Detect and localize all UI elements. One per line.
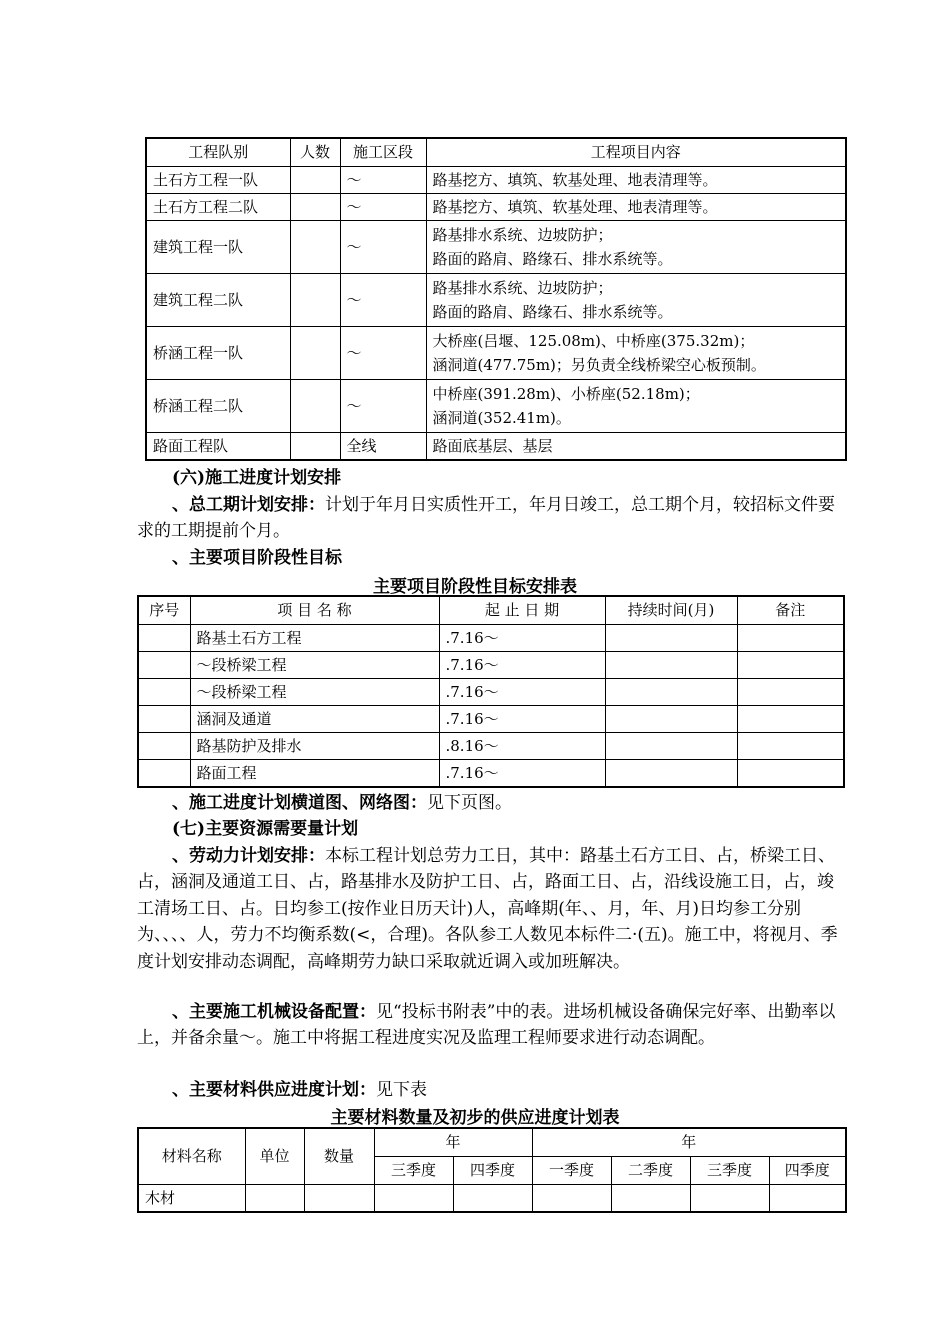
team-table bbox=[145, 137, 847, 461]
milestone-duration bbox=[605, 759, 737, 787]
table-row bbox=[146, 220, 846, 273]
milestone-name: ～段桥梁工程 bbox=[190, 678, 439, 705]
material-cell bbox=[769, 1184, 846, 1212]
material-table bbox=[137, 1127, 847, 1213]
team-section: ～ bbox=[340, 326, 426, 379]
machinery-text: 见“投标书附表”中的表。进场机械设备确保完好率、出勤率以上，并备余量～。施工中将据工程进度实况及监理工程师要求进行动态调配。 bbox=[137, 1002, 836, 1049]
machinery-paragraph bbox=[137, 999, 839, 1052]
milestone-duration bbox=[605, 705, 737, 732]
col-date: 起 止 日 期 bbox=[439, 596, 605, 624]
team-table-header bbox=[146, 138, 846, 166]
team-content: 路基挖方、填筑、软基处理、地表清理等。 bbox=[426, 193, 846, 220]
material-text: 见下表 bbox=[376, 1080, 427, 1100]
total-schedule-paragraph bbox=[137, 492, 839, 545]
content-line: 路基排水系统、边坡防护； bbox=[432, 278, 613, 297]
milestone-no bbox=[138, 759, 190, 787]
labor-label: 、劳动力计划安排： bbox=[172, 846, 325, 866]
milestone-date: .8.16～ bbox=[439, 732, 605, 759]
col-quarter: 三季度 bbox=[690, 1156, 769, 1184]
milestone-name: 路基防护及排水 bbox=[190, 732, 439, 759]
table-row bbox=[138, 732, 844, 759]
milestone-name: ～段桥梁工程 bbox=[190, 651, 439, 678]
team-section: 全线 bbox=[340, 432, 426, 460]
col-unit: 单位 bbox=[245, 1128, 304, 1184]
milestone-no bbox=[138, 705, 190, 732]
milestone-date: .7.16～ bbox=[439, 678, 605, 705]
milestone-note bbox=[737, 732, 844, 759]
total-schedule-label: 、总工期计划安排： bbox=[172, 495, 325, 515]
milestone-note bbox=[737, 705, 844, 732]
table-row bbox=[146, 273, 846, 326]
content-line: 路面的路肩、路缘石、排水系统等。 bbox=[432, 302, 673, 321]
col-quarter: 一季度 bbox=[532, 1156, 611, 1184]
team-name: 桥涵工程一队 bbox=[146, 326, 290, 379]
col-name: 项 目 名 称 bbox=[190, 596, 439, 624]
milestone-duration bbox=[605, 678, 737, 705]
col-section: 施工区段 bbox=[340, 138, 426, 166]
milestone-duration bbox=[605, 651, 737, 678]
col-duration: 持续时间(月) bbox=[605, 596, 737, 624]
milestone-note bbox=[737, 624, 844, 651]
material-cell bbox=[245, 1184, 304, 1212]
team-name: 土石方工程一队 bbox=[146, 166, 290, 193]
milestone-date: .7.16～ bbox=[439, 624, 605, 651]
milestone-duration bbox=[605, 624, 737, 651]
table-row bbox=[138, 678, 844, 705]
milestone-note bbox=[737, 759, 844, 787]
table-row bbox=[146, 326, 846, 379]
team-content: 路面底基层、基层 bbox=[426, 432, 846, 460]
col-content: 工程项目内容 bbox=[426, 138, 846, 166]
content-line: 涵洞道(477.75m)；另负责全线桥梁空心板预制。 bbox=[432, 355, 766, 374]
team-people bbox=[290, 379, 340, 432]
milestone-no bbox=[138, 678, 190, 705]
milestone-duration bbox=[605, 732, 737, 759]
team-section: ～ bbox=[340, 273, 426, 326]
table-row bbox=[146, 432, 846, 460]
milestone-name: 涵洞及通道 bbox=[190, 705, 439, 732]
milestone-table bbox=[137, 595, 845, 788]
team-people bbox=[290, 432, 340, 460]
table-row bbox=[146, 166, 846, 193]
table-row bbox=[146, 193, 846, 220]
team-content bbox=[426, 379, 846, 432]
team-people bbox=[290, 326, 340, 379]
section-6-heading: (六)施工进度计划安排 bbox=[172, 468, 342, 488]
team-content bbox=[426, 220, 846, 273]
team-name: 路面工程队 bbox=[146, 432, 290, 460]
team-section: ～ bbox=[340, 379, 426, 432]
team-name: 土石方工程二队 bbox=[146, 193, 290, 220]
table-row bbox=[138, 1184, 846, 1212]
table-row bbox=[138, 705, 844, 732]
col-quarter: 四季度 bbox=[453, 1156, 532, 1184]
milestone-note bbox=[737, 678, 844, 705]
content-line: 路基排水系统、边坡防护； bbox=[432, 225, 613, 244]
content-line: 中桥座(391.28m)、小桥座(52.18m)； bbox=[432, 384, 700, 403]
milestone-no bbox=[138, 624, 190, 651]
team-people bbox=[290, 166, 340, 193]
milestone-date: .7.16～ bbox=[439, 705, 605, 732]
col-quarter: 二季度 bbox=[611, 1156, 690, 1184]
team-name: 桥涵工程二队 bbox=[146, 379, 290, 432]
milestone-heading: 、主要项目阶段性目标 bbox=[172, 548, 342, 568]
team-section: ～ bbox=[340, 166, 426, 193]
team-people bbox=[290, 273, 340, 326]
team-content bbox=[426, 326, 846, 379]
material-cell bbox=[532, 1184, 611, 1212]
col-people: 人数 bbox=[290, 138, 340, 166]
material-label: 、主要材料供应进度计划： bbox=[172, 1080, 376, 1100]
labor-paragraph bbox=[137, 843, 839, 975]
material-table-caption: 主要材料数量及初步的供应进度计划表 bbox=[330, 1108, 620, 1128]
labor-text: 本标工程计划总劳力工日，其中：路基土石方工日、占，桥梁工日、占，涵洞及通道工日、占，路基排水及防护工日、占，路面工日、占，沿线设施工日，占，竣工清场工日、占。日均参工(按作业日历天计)人，高峰期(年、、月，年、月)日均参工分别为、、、、人，劳力不均衡系数(<，合理)。各队参工人数见本标件二·(五)。施工中，将视月、季度计划安排动态调配，高峰期劳力缺口采取就近调入或加班解决。 bbox=[137, 846, 838, 972]
team-people bbox=[290, 193, 340, 220]
milestone-name: 路面工程 bbox=[190, 759, 439, 787]
milestone-no bbox=[138, 651, 190, 678]
milestone-table-header bbox=[138, 596, 844, 624]
col-quarter: 三季度 bbox=[374, 1156, 453, 1184]
content-line: 涵洞道(352.41m)。 bbox=[432, 408, 571, 427]
material-cell bbox=[611, 1184, 690, 1212]
material-cell bbox=[374, 1184, 453, 1212]
gantt-label: 、施工进度计划横道图、网络图： bbox=[172, 793, 427, 813]
total-schedule-text: 计划于年月日实质性开工，年月日竣工，总工期个月，较招标文件要求的工期提前个月。 bbox=[137, 495, 835, 542]
col-qty: 数量 bbox=[304, 1128, 374, 1184]
milestone-date: .7.16～ bbox=[439, 759, 605, 787]
team-content: 路基挖方、填筑、软基处理、地表清理等。 bbox=[426, 166, 846, 193]
col-material-name: 材料名称 bbox=[138, 1128, 245, 1184]
gantt-text: 见下页图。 bbox=[427, 793, 512, 813]
milestone-name: 路基土石方工程 bbox=[190, 624, 439, 651]
content-line: 路面的路肩、路缘石、排水系统等。 bbox=[432, 249, 673, 268]
team-section: ～ bbox=[340, 220, 426, 273]
team-name: 建筑工程一队 bbox=[146, 220, 290, 273]
team-content bbox=[426, 273, 846, 326]
col-note: 备注 bbox=[737, 596, 844, 624]
table-row bbox=[138, 759, 844, 787]
milestone-table-caption: 主要项目阶段性目标安排表 bbox=[373, 577, 577, 597]
milestone-date: .7.16～ bbox=[439, 651, 605, 678]
gantt-paragraph bbox=[172, 790, 874, 816]
table-row bbox=[146, 379, 846, 432]
content-line: 大桥座(吕堰、125.08m)、中桥座(375.32m)； bbox=[432, 331, 755, 350]
material-cell bbox=[690, 1184, 769, 1212]
milestone-no bbox=[138, 732, 190, 759]
col-team: 工程队别 bbox=[146, 138, 290, 166]
team-people bbox=[290, 220, 340, 273]
material-cell bbox=[304, 1184, 374, 1212]
material-paragraph bbox=[172, 1077, 874, 1103]
table-row bbox=[138, 651, 844, 678]
material-header-row-1 bbox=[138, 1128, 846, 1156]
milestone-note bbox=[737, 651, 844, 678]
material-name: 木材 bbox=[138, 1184, 245, 1212]
col-no: 序号 bbox=[138, 596, 190, 624]
material-cell bbox=[453, 1184, 532, 1212]
table-row bbox=[138, 624, 844, 651]
machinery-label: 、主要施工机械设备配置： bbox=[172, 1002, 376, 1022]
col-year-2: 年 bbox=[532, 1128, 846, 1156]
col-quarter: 四季度 bbox=[769, 1156, 846, 1184]
section-7-heading: (七)主要资源需要量计划 bbox=[172, 819, 359, 839]
team-section: ～ bbox=[340, 193, 426, 220]
team-name: 建筑工程二队 bbox=[146, 273, 290, 326]
col-year-1: 年 bbox=[374, 1128, 532, 1156]
